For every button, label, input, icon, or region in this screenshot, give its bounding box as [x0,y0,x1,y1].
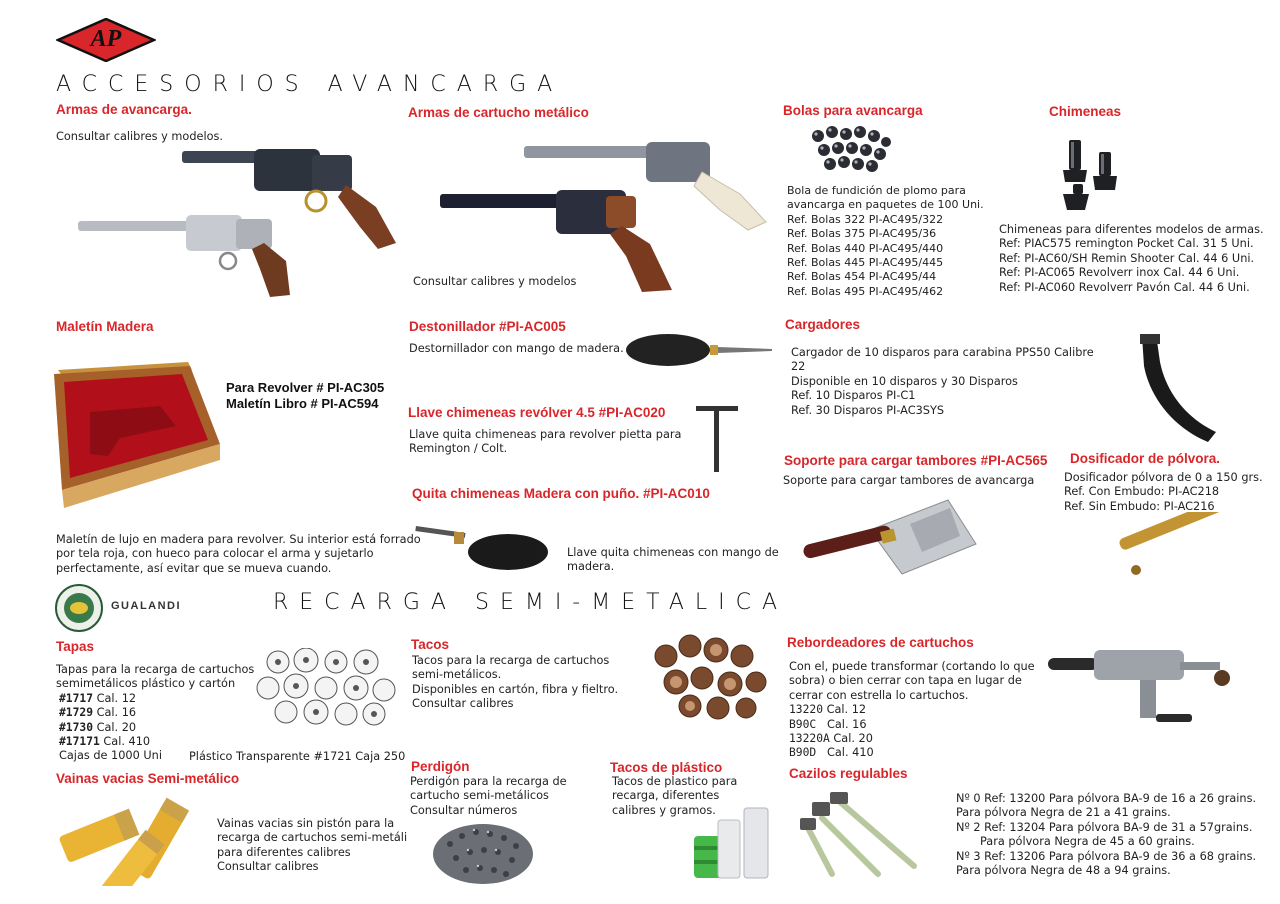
cazilos-line: Nº 0 Ref: 13200 Para pólvora BA-9 de 16 a 26 grains. [956,792,1257,805]
cargadores-title: Cargadores [785,317,861,332]
cargadores-line: 22 [791,360,806,374]
vainas-title: Vainas vacias Semi-metálico [56,771,240,786]
armas-cartucho-desc: Consultar calibres y modelos [413,275,577,288]
armas-avancarga-desc: Consultar calibres y modelos. [56,130,223,143]
tapas-text [56,663,254,764]
dosificador-line: Dosificador pólvora de 0 a 150 grs. [1064,471,1263,484]
tapas-item [56,692,254,706]
rebordeadores-ref-cal: Cal. 410 [827,746,874,760]
perdigon-line: Perdigón para la recarga de [410,775,567,788]
armas-cartucho-title: Armas de cartucho metálico [408,105,589,120]
colt-revolvers-image [436,138,776,298]
maletin-desc-line: perfectamente, así evitar que se mueva cuando. [56,561,332,575]
cargadores-line: Cargador de 10 disparos para carabina PPS50 Calibre [791,346,1094,359]
dosificador-line: Ref. Sin Embudo: PI-AC216 [1064,499,1215,513]
rebordeadores-ref [789,732,1035,746]
bolas-text [787,184,984,299]
cazilos-line: Para pólvora Negra de 45 a 60 grains. [980,835,1195,849]
tapas-item-cal: Cal. 410 [103,735,151,749]
rebordeadores-ref [789,718,1035,732]
perdigon-title: Perdigón [411,759,470,774]
cazilos-line: Nº 3 Ref: 13206 Para pólvora BA-9 de 36 a 68 grains. [956,849,1257,863]
chimeneas-text [999,223,1264,295]
section-title-recarga: RECARGA SEMI-METALICA [273,590,789,615]
dosificador-text [1064,471,1263,514]
vainas-line: Consultar calibres [217,860,319,874]
quita-chimeneas-line: madera. [567,560,615,574]
perdigon-text [410,775,567,818]
magazine-image [1136,332,1220,444]
tapas-plastico: Plástico Transparente #1721 Caja 250 [189,750,406,763]
rebordeadores-ref-code: 13220A [789,732,830,746]
chimeneas-line: Ref: PI-AC60/SH Remin Shooter Cal. 44 6 Uni. [999,251,1255,265]
bolas-line: avancarga en paquetes de 100 Uni. [787,198,984,212]
tacos-line: Consultar calibres [412,697,514,711]
perdigon-line: Consultar números [410,803,518,817]
screwdriver-image [624,330,774,370]
revolver-front [78,215,290,297]
tapas-cajas: Cajas de 1000 Uni [59,749,162,763]
bolas-line: Ref. Bolas 445 PI-AC495/445 [787,256,944,270]
tacos-title: Tacos [411,637,450,652]
tacos-plastico-line: recarga, diferentes [612,789,720,803]
brand-logo [56,18,156,62]
gualandi-label: GUALANDI [111,600,182,612]
armas-avancarga-title: Armas de avancarga. [56,102,192,117]
crimper-image [1046,640,1230,730]
wad-caps-image [250,648,400,730]
page-title: ACCESORIOS AVANCARGA [56,72,564,97]
rebordeadores-ref-code: B90C [789,717,817,731]
tapas-item-code: #1717 [59,691,94,705]
shot-pile-image [430,814,536,886]
cazilos-text [956,792,1256,878]
tapas-item-code: #1730 [59,720,94,734]
bolas-line: Ref. Bolas 454 PI-AC495/44 [787,270,937,284]
lead-balls-image [808,122,898,178]
destornillador-desc: Destornillador con mango de madera. [409,342,624,355]
maletin-desc [56,533,421,576]
maletin-refs [226,380,384,412]
tapas-intro-line: semimetálicos plástico y cartón [56,677,236,691]
cargadores-line: Ref. 30 Disparos PI-AC3SYS [791,403,945,417]
rebordeadores-ref-cal: Cal. 20 [833,732,873,746]
dosificador-title: Dosificador de pólvora. [1070,451,1221,466]
bolas-line: Ref. Bolas 495 PI-AC495/462 [787,284,944,298]
nipple-remover-image [414,518,554,578]
tapas-item-cal: Cal. 16 [96,706,137,720]
brand-logo-text: AP [90,26,122,52]
rebordeadores-line: Con el, puede transformar (cortando lo que [789,660,1035,673]
rebordeadores-ref [789,746,1035,760]
tacos-plastico-title: Tacos de plástico [610,760,723,775]
gualandi-badge [54,584,104,632]
tapas-intro-line: Tapas para la recarga de cartuchos [56,663,255,676]
empty-hulls-image [56,790,206,886]
rebordeadores-text [789,660,1035,761]
rebordeadores-ref [789,703,1035,717]
bolas-line: Ref. Bolas 375 PI-AC495/36 [787,227,937,241]
tapas-item-cal: Cal. 12 [96,691,137,705]
nipple-wrench-image [692,402,742,474]
rebordeadores-title: Rebordeadores de cartuchos [787,635,974,650]
dosificador-line: Ref. Con Embudo: PI-AC218 [1064,485,1220,499]
bolas-line: Ref. Bolas 440 PI-AC495/440 [787,241,944,255]
rebordeadores-ref-code: 13220 [789,703,824,717]
rebordeadores-ref-cal: Cal. 12 [826,703,867,717]
bolas-title: Bolas para avancarga [783,103,923,118]
bolas-line: Bola de fundición de plomo para [787,184,966,197]
tacos-line: Tacos para la recarga de cartuchos [412,654,610,667]
chimeneas-line: Chimeneas para diferentes modelos de armas. [999,223,1264,236]
plastic-wads-image [690,806,774,882]
tapas-item-code: #17171 [59,735,100,749]
cargadores-text [791,346,1094,418]
felt-wads-image [652,634,770,720]
rebordeadores-line: cerrar con estrella lo cartuchos. [789,688,969,702]
chimeneas-line: Ref: PI-AC065 Revolverr inox Cal. 44 6 Uni. [999,266,1240,280]
maletin-desc-line: Maletín de lujo en madera para revolver. Su interior está forrado [56,533,421,546]
tacos-text [412,654,618,712]
vainas-text [217,817,407,875]
quita-chimeneas-line: Llave quita chimeneas con mango de [567,546,779,559]
cazilos-line: Nº 2 Ref: 13204 Para pólvora BA-9 de 31 a 57grains. [956,820,1253,834]
rebordeadores-line: sobra) o bien cerrar con tapa en lugar de [789,674,1022,688]
maletin-ref-revolver: Para Revolver # PI-AC305 [226,380,385,395]
chimeneas-line: Ref: PI-AC060 Revolverr Pavón Cal. 44 6 Uni. [999,280,1250,294]
chimeneas-title: Chimeneas [1049,104,1122,119]
cazilos-line: Para pólvora Negra de 48 a 94 grains. [956,864,1171,878]
tacos-line: semi-metálicos. [412,668,502,682]
nipples-image [1055,134,1125,216]
bolas-line: Ref. Bolas 322 PI-AC495/322 [787,212,944,226]
cargadores-line: Disponible en 10 disparos y 30 Disparos [791,374,1018,388]
tapas-item-cal: Cal. 20 [96,720,137,734]
tapas-item [56,721,254,735]
tapas-item [56,735,254,749]
cargadores-line: Ref. 10 Disparos PI-C1 [791,389,916,403]
rebordeadores-ref-cal: Cal. 16 [827,717,867,731]
tacos-line: Disponibles en cartón, fibra y fieltro. [412,682,619,696]
rebordeadores-ref-code: B90D [789,746,817,760]
tacos-plastico-line: Tacos de plastico para [612,775,738,788]
destornillador-title: Destonillador #PI-AC005 [409,319,566,334]
maletin-desc-line: por tela roja, con hueco para colocar el arma y sujetarlo [56,547,374,561]
vainas-line: Vainas vacias sin pistón para la [217,817,395,830]
soporte-title: Soporte para cargar tambores #PI-AC565 [784,453,1048,468]
llave-chimeneas-text [409,428,681,457]
powder-measure-image [1114,512,1230,580]
loading-stand-image [800,494,980,582]
tapas-item [56,706,254,720]
llave-chimeneas-title: Llave chimeneas revólver 4.5 #PI-AC020 [408,405,666,420]
cazilos-line: Para pólvora Negra de 21 a 41 grains. [956,806,1171,820]
maletin-ref-libro: Maletín Libro # PI-AC594 [226,396,379,411]
revolver-image [76,145,401,300]
perdigon-line: cartucho semi-metálicos [410,789,549,803]
tapas-item-code: #1729 [59,706,94,720]
cazilos-title: Cazilos regulables [789,766,908,781]
llave-chimeneas-line: Llave quita chimeneas para revolver pietta para [409,428,682,441]
soporte-desc: Soporte para cargar tambores de avancarga [783,474,1035,487]
quita-chimeneas-text [567,546,779,575]
tacos-plastico-line: calibres y gramos. [612,803,716,817]
chimeneas-line: Ref: PIAC575 remington Pocket Cal. 31 5 Uni. [999,237,1254,251]
llave-chimeneas-line: Remington / Colt. [409,442,508,456]
quita-chimeneas-title: Quita chimeneas Madera con puño. #PI-AC010 [412,486,710,501]
maletin-title: Maletín Madera [56,319,154,334]
tapas-title: Tapas [56,639,95,654]
powder-dippers-image [792,788,942,880]
wooden-case-image [50,360,222,512]
vainas-line: para diferentes calibres [217,845,351,859]
vainas-line: recarga de cartuchos semi-metáli [217,831,408,845]
